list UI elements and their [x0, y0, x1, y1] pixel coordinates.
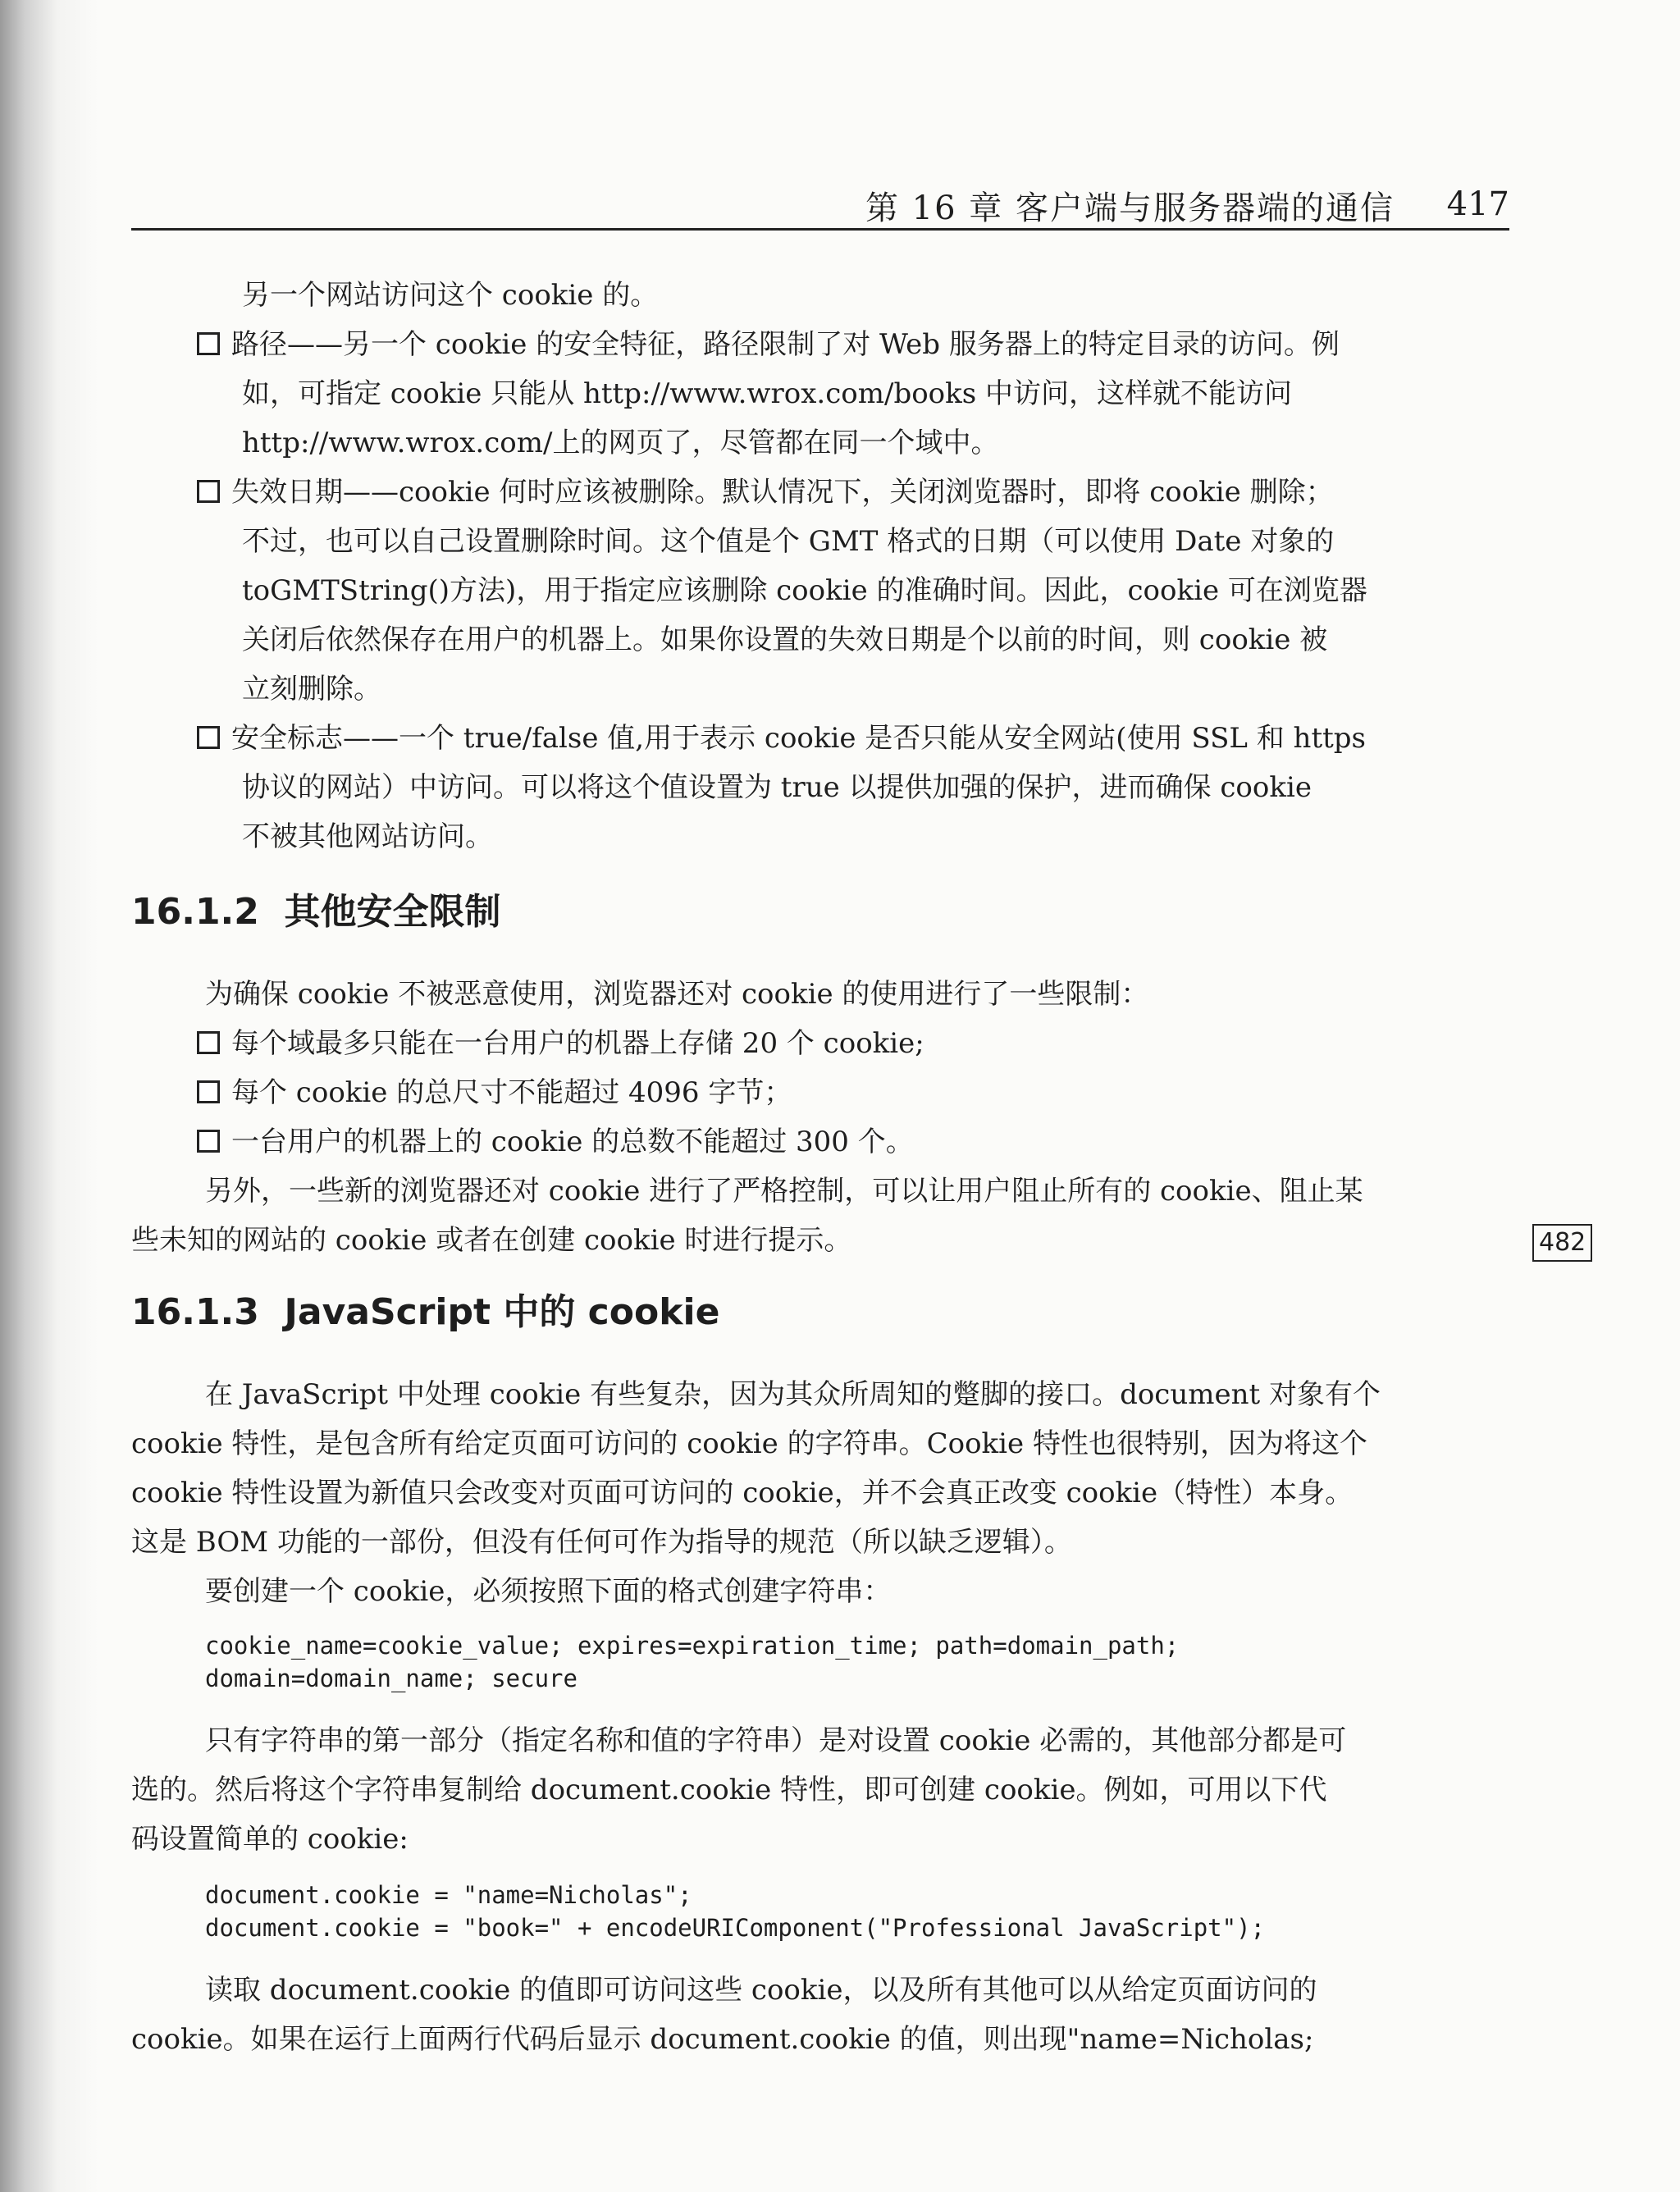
code-line: domain=domain_name; secure	[205, 1665, 578, 1692]
code-line: document.cookie = "name=Nicholas";	[205, 1881, 692, 1909]
bullet-item: 每个域最多只能在一台用户的机器上存储 20 个 cookie;	[197, 1019, 924, 1068]
text-line: 协议的网站）中访问。可以将这个值设置为 true 以提供加强的保护，进而确保 cookie	[242, 771, 1312, 804]
page-number: 417	[1446, 185, 1509, 223]
text-line: 在 JavaScript 中处理 cookie 有些复杂，因为其众所周知的蹩脚的接口。document 对象有个	[205, 1378, 1381, 1411]
text-line: 为确保 cookie 不被恶意使用，浏览器还对 cookie 的使用进行了一些限制：	[205, 978, 1149, 1011]
section-heading: 16.1.3 JavaScript 中的 cookie	[131, 1291, 720, 1333]
text-line: 不过，也可以自己设置删除时间。这个值是个 GMT 格式的日期（可以使用 Date 对象的	[242, 525, 1335, 558]
bullet-item: 安全标志——一个 true/false 值,用于表示 cookie 是否只能从安全网站(使用 SSL 和 https	[197, 714, 1366, 763]
code-line: document.cookie = "book=" + encodeURIComponent("Professional JavaScript");	[205, 1914, 1266, 1942]
text-line: 读取 document.cookie 的值即可访问这些 cookie，以及所有其他可以从给定页面访问的	[205, 1974, 1317, 2007]
bullet-item: 一台用户的机器上的 cookie 的总数不能超过 300 个。	[197, 1117, 914, 1167]
text-line: 这是 BOM 功能的一部份，但没有任何可作为指导的规范（所以缺乏逻辑）。	[131, 1526, 1072, 1559]
text-line: cookie。如果在运行上面两行代码后显示 document.cookie 的值，则出现"name=Nicholas;	[131, 2023, 1314, 2056]
text-line: toGMTString()方法)，用于指定应该删除 cookie 的准确时间。因此，cookie 可在浏览器	[242, 574, 1367, 607]
text-line: 些未知的网站的 cookie 或者在创建 cookie 时进行提示。	[131, 1224, 852, 1257]
text-line: cookie 特性，是包含所有给定页面可访问的 cookie 的字符串。Cookie 特性也很特别，因为将这个	[131, 1427, 1367, 1460]
text-line: 另外，一些新的浏览器还对 cookie 进行了严格控制，可以让用户阻止所有的 cookie、阻止某	[205, 1175, 1363, 1208]
bullet-item: 路径——另一个 cookie 的安全特征，路径限制了对 Web 服务器上的特定目录的访问。例	[197, 320, 1340, 369]
code-line: cookie_name=cookie_value; expires=expiration_time; path=domain_path;	[205, 1632, 1180, 1660]
text-line: 另一个网站访问这个 cookie 的。	[242, 279, 659, 312]
text-line: 立刻删除。	[242, 673, 381, 706]
text-line: 码设置简单的 cookie:	[131, 1823, 409, 1856]
margin-page-reference: 482	[1532, 1224, 1592, 1262]
bullet-item: 每个 cookie 的总尺寸不能超过 4096 字节；	[197, 1068, 792, 1117]
text-line: http://www.wrox.com/上的网页了，尽管都在同一个域中。	[242, 427, 999, 459]
text-line: 不被其他网站访问。	[242, 820, 493, 853]
text-line: 要创建一个 cookie，必须按照下面的格式创建字符串：	[205, 1575, 892, 1608]
running-header	[131, 179, 1509, 231]
chapter-title: 第 16 章 客户端与服务器端的通信	[865, 190, 1395, 227]
bullet-item: 失效日期——cookie 何时应该被删除。默认情况下，关闭浏览器时，即将 cookie 删除；	[197, 468, 1334, 517]
section-heading: 16.1.2 其他安全限制	[131, 891, 501, 933]
text-line: cookie 特性设置为新值只会改变对页面可访问的 cookie，并不会真正改变 cookie（特性）本身。	[131, 1477, 1354, 1509]
text-line: 只有字符串的第一部分（指定名称和值的字符串）是对设置 cookie 必需的，其他部分都是可	[205, 1724, 1347, 1757]
text-line: 选的。然后将这个字符串复制给 document.cookie 特性，即可创建 cookie。例如，可用以下代	[131, 1774, 1327, 1806]
text-line: 如，可指定 cookie 只能从 http://www.wrox.com/books 中访问，这样就不能访问	[242, 377, 1293, 410]
text-line: 关闭后依然保存在用户的机器上。如果你设置的失效日期是个以前的时间，则 cookie 被	[242, 623, 1328, 656]
